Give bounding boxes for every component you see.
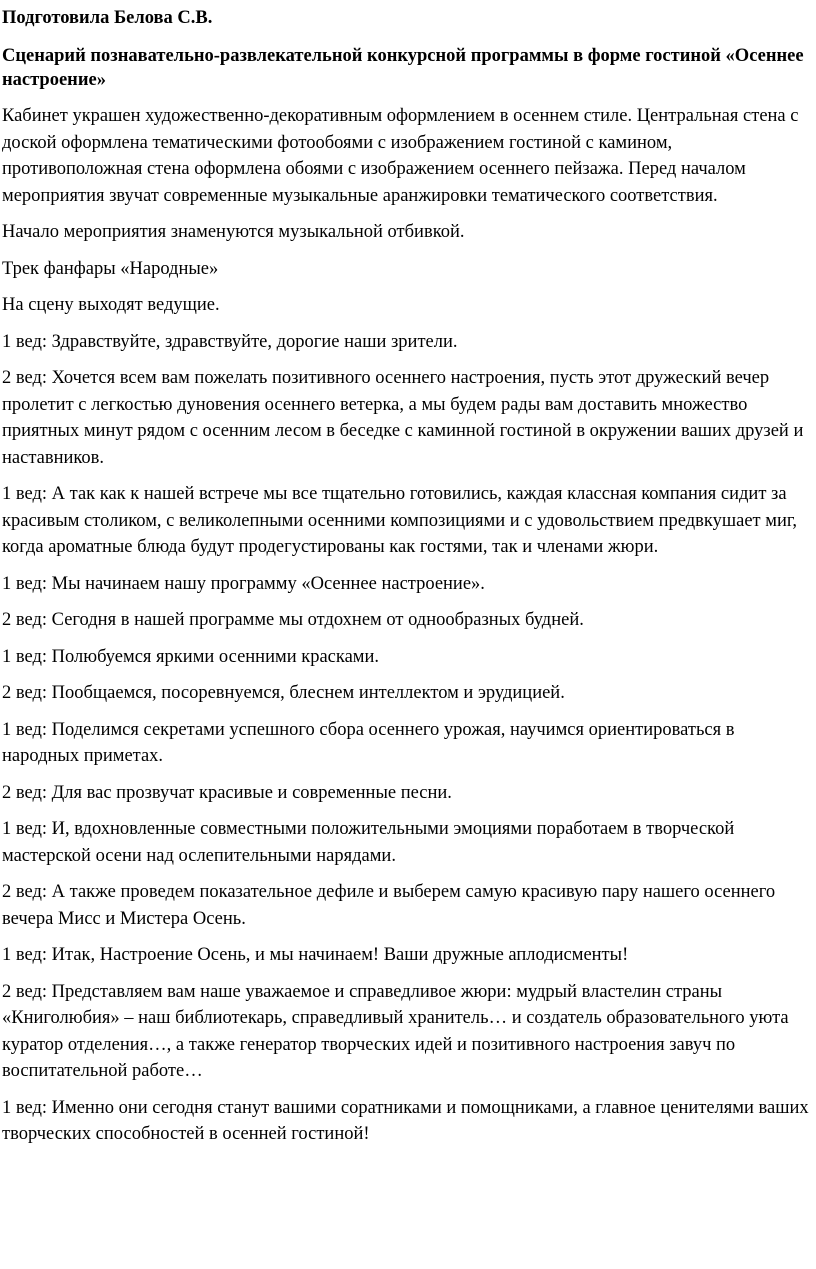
dialogue-line: 1 вед: И, вдохновленные совместными положительными эмоциями поработаем в творческой мастерской осени над ослепительными нарядами.	[2, 819, 735, 866]
author-line: Подготовила Белова С.В.	[2, 8, 213, 28]
dialogue-line: 2 вед: Пообщаемся, посоревнуемся, блеснем интеллектом и эрудицией.	[2, 683, 565, 703]
dialogue-line: 1 вед: Именно они сегодня станут вашими соратниками и помощниками, а главное ценителями ваших творческих способностей в осенней гостиной!	[2, 1097, 809, 1144]
dialogue-line: 2 вед: А также проведем показательное дефиле и выберем самую красивую пару нашего осеннего вечера Мисс и Мистера Осень.	[2, 882, 776, 929]
dialogue-line: 1 вед: Поделимся секретами успешного сбора осеннего урожая, научимся ориентироваться в народных приметах.	[2, 719, 735, 766]
dialogue-line: 2 вед: Хочется всем вам пожелать позитивного осеннего настроения, пусть этот дружеский вечер пролетит с легкостью дуновения осеннего ветерка, а мы будем рады вам доставить множество приятных минут рядом с осенним лесом в беседке с каминной гостиной в окружении ваших друзей и наставников.	[2, 368, 804, 468]
paragraph: На сцену выходят ведущие.	[2, 295, 220, 315]
document-title: Сценарий познавательно-развлекательной конкурсной программы в форме гостиной «Осеннее настроение»	[2, 46, 804, 90]
dialogue-line: 1 вед: Полюбуемся яркими осенними красками.	[2, 646, 380, 667]
dialogue-line: 1 вед: Итак, Настроение Осень, и мы начинаем! Ваши дружные аплодисменты!	[2, 945, 629, 965]
dialogue-line: 2 вед: Представляем вам наше уважаемое и справедливое жюри: мудрый властелин страны «Книголюбия» – наш библиотекарь, справедливый хранитель… и создатель образовательного уюта куратор отделения…, а также генератор творческих идей и позитивного настроения завуч по воспитательной работе…	[2, 981, 789, 1081]
dialogue-line: 1 вед: А так как к нашей встрече мы все тщательно готовились, каждая классная компания сидит за красивым столиком, с великолепными осенними композициями и с удовольствием предвкушает миг, когда ароматные блюда будут продегустированы как гостями, так и членами жюри.	[2, 484, 797, 557]
dialogue-line: 2 вед: Для вас прозвучат красивые и современные песни.	[2, 782, 452, 803]
paragraph: Трек фанфары «Народные»	[2, 258, 219, 279]
paragraph: Начало мероприятия знаменуются музыкальной отбивкой.	[2, 222, 465, 242]
paragraph-intro: Кабинет украшен художественно-декоративным оформлением в осеннем стиле. Центральная стена с доской оформлена тематическими фотообоями с изображением гостиной с камином, противоположная стена оформлена обоями с изображением осеннего пейзажа. Перед началом мероприятия звучат современные музыкальные аранжировки тематического соответствия.	[2, 106, 799, 206]
dialogue-line: 1 вед: Здравствуйте, здравствуйте, дорогие наши зрители.	[2, 331, 458, 352]
dialogue-line: 1 вед: Мы начинаем нашу программу «Осеннее настроение».	[2, 573, 485, 594]
dialogue-line: 2 вед: Сегодня в нашей программе мы отдохнем от однообразных будней.	[2, 610, 584, 630]
